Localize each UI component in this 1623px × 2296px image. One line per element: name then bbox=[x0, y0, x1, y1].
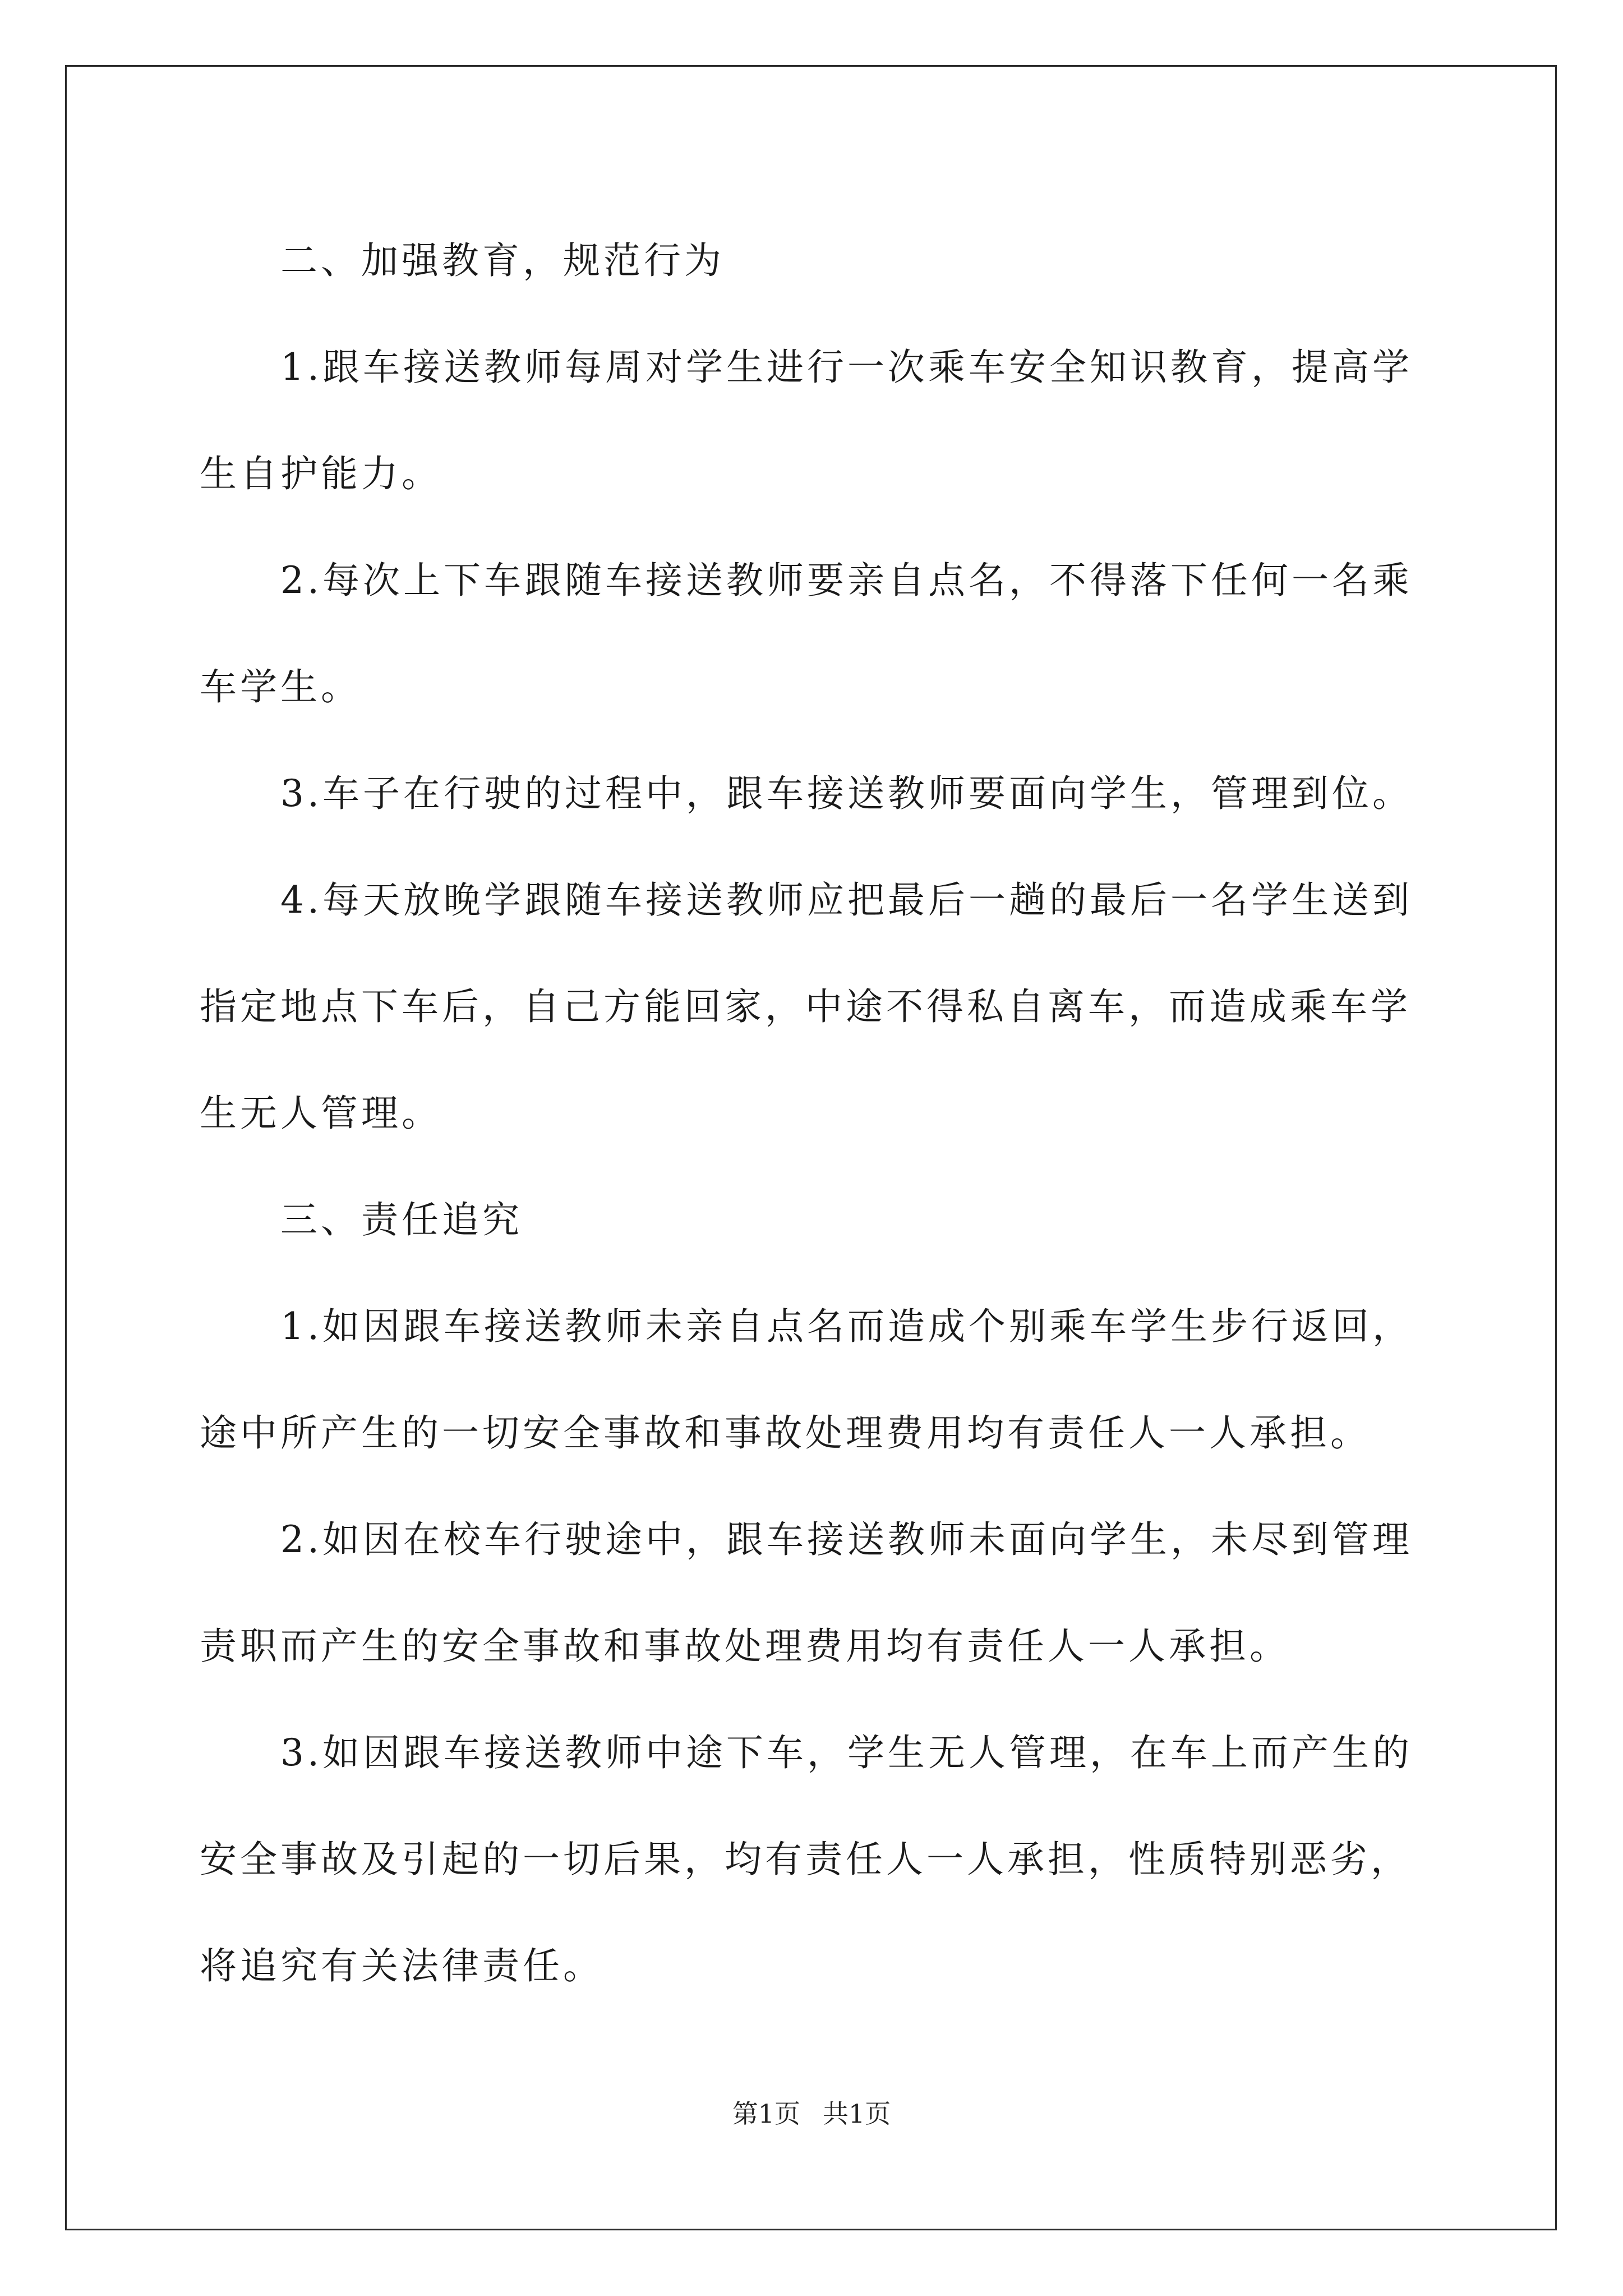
section-heading: 二、加强教育，规范行为 bbox=[280, 239, 725, 282]
body-paragraph: 1.跟车接送教师每周对学生进行一次乘车安全知识教育，提高学生自护能力。 bbox=[200, 346, 1413, 495]
body-paragraph: 2.如因在校车行驶途中，跟车接送教师未面向学生，未尽到管理责职而产生的安全事故和事故处理费用均有责任人一人承担。 bbox=[200, 1518, 1413, 1668]
body-paragraph: 1.如因跟车接送教师未亲自点名而造成个别乘车学生步行返回，途中所产生的一切安全事故和事故处理费用均有责任人一人承担。 bbox=[200, 1305, 1413, 1455]
body-paragraph: 4.每天放晚学跟随车接送教师应把最后一趟的最后一名学生送到指定地点下车后，自己方能回家，中途不得私自离车，而造成乘车学生无人管理。 bbox=[200, 878, 1413, 1135]
page-number: 第1页 bbox=[732, 2099, 800, 2129]
section-heading: 三、责任追究 bbox=[280, 1198, 523, 1241]
body-paragraph: 3.如因跟车接送教师中途下车，学生无人管理，在车上而产生的安全事故及引起的一切后果，均有责任人一人承担，性质特别恶劣，将追究有关法律责任。 bbox=[200, 1731, 1413, 1987]
body-paragraph: 3.车子在行驶的过程中，跟车接送教师要面向学生，管理到位。 bbox=[280, 772, 1413, 815]
body-paragraph: 2.每次上下车跟随车接送教师要亲自点名，不得落下任何一名乘车学生。 bbox=[200, 559, 1413, 708]
page-total: 共1页 bbox=[823, 2099, 891, 2129]
page-footer bbox=[0, 2097, 1623, 2131]
document-body bbox=[200, 208, 1427, 2019]
